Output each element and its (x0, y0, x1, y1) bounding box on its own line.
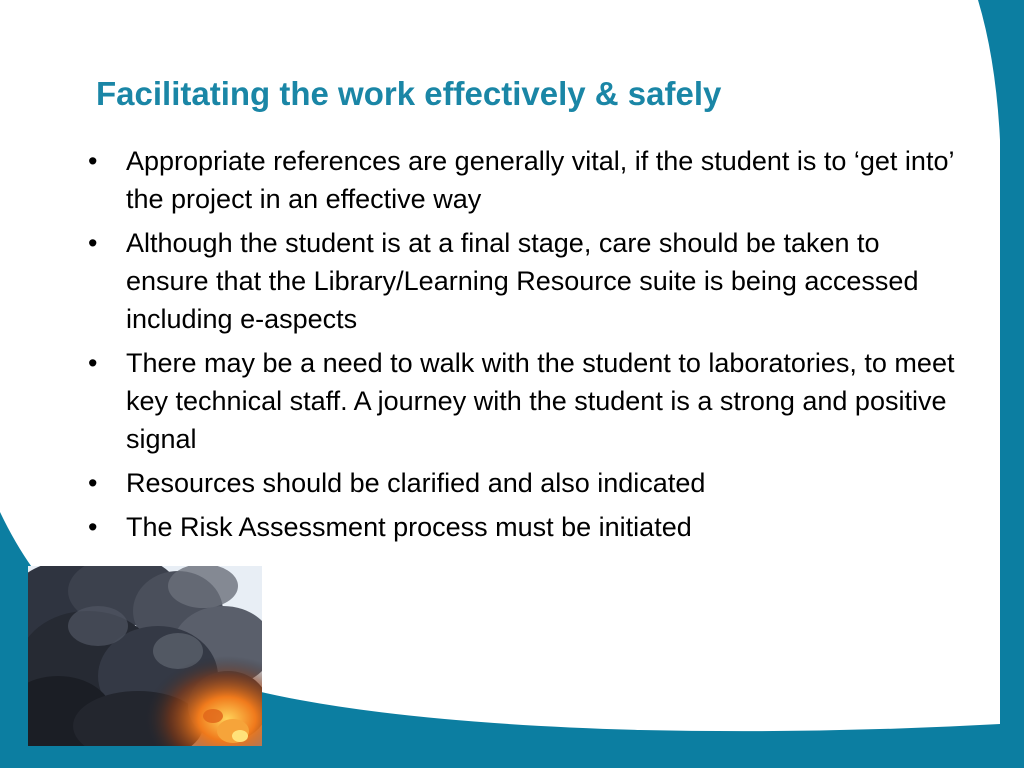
bullet-text: There may be a need to walk with the student to laboratories, to meet key technical staff. A journey with the student is a strong and positive signal (126, 348, 955, 454)
bullet-list (80, 142, 960, 552)
bullet-icon: • (88, 228, 98, 258)
bullet-icon: • (88, 512, 98, 542)
bullet-icon: • (88, 146, 98, 176)
bullet-item (80, 508, 960, 546)
right-accent-band (978, 0, 1024, 768)
slide-title: Facilitating the work effectively & safely (96, 75, 722, 112)
bullet-icon: • (88, 348, 98, 378)
bullet-text: Appropriate references are generally vital, if the student is to ‘get into’ the project in an effective way (126, 146, 954, 214)
bullet-item (80, 224, 960, 338)
bullet-text: The Risk Assessment process must be initiated (126, 512, 692, 542)
bullet-text: Resources should be clarified and also indicated (126, 468, 706, 498)
bullet-text: Although the student is at a final stage, care should be taken to ensure that the Library/Learning Resource suite is being accessed including e-aspects (126, 228, 919, 334)
bullet-icon: • (88, 468, 98, 498)
bullet-item (80, 464, 960, 502)
smoke-fire-photo (28, 566, 262, 746)
bullet-item (80, 142, 960, 218)
bullet-item (80, 344, 960, 458)
